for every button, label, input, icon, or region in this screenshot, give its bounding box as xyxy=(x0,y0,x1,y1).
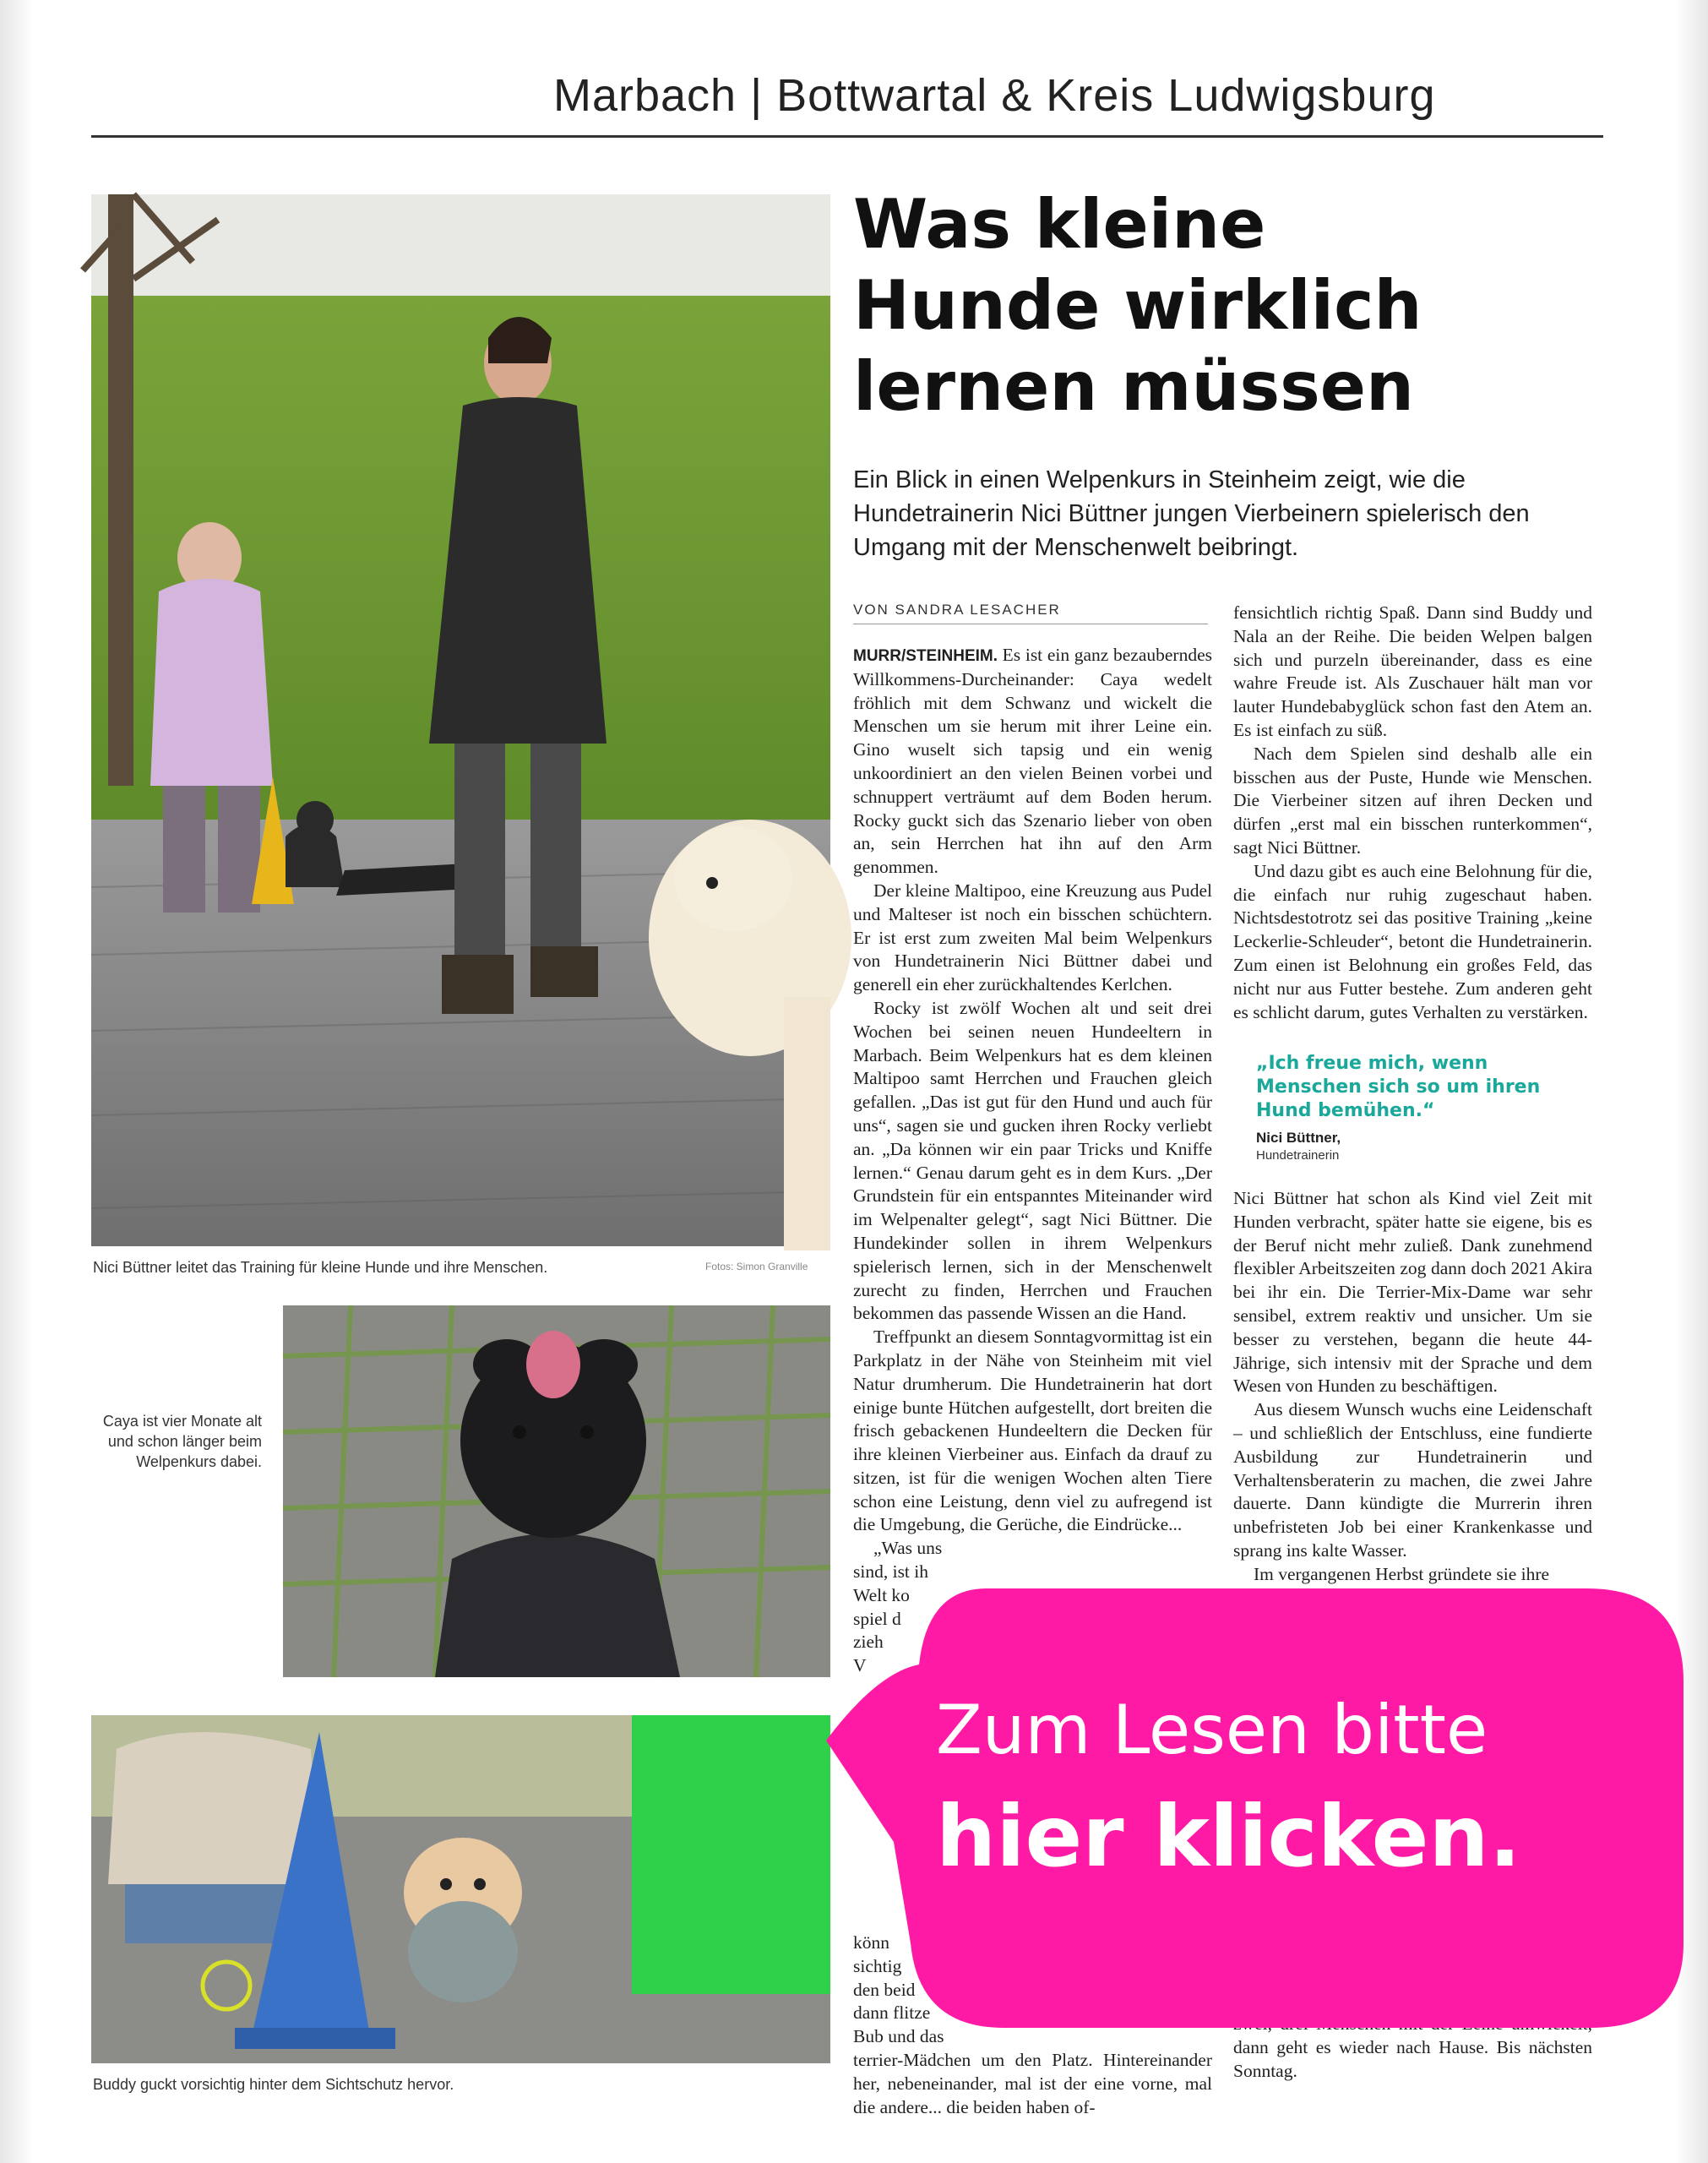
section-header: Marbach | Bottwartal & Kreis Ludwigsburg xyxy=(553,70,1436,121)
photo-trainer-with-dogs xyxy=(91,194,830,1246)
cta-line-1: Zum Lesen bitte xyxy=(936,1691,1488,1769)
pull-quote-text: „Ich freue mich, wenn Menschen sich so um ihren Hund bemühen.“ xyxy=(1256,1053,1541,1121)
paragraph: Nach dem Spielen sind deshalb alle ein bisschen aus der Puste, Hunde wie Menschen. Die Vierbeiner sitzen auf ihren Decken und dürfen „erst mal ein bisschen runterkommen“, sagt Nici Büttner. xyxy=(1233,743,1592,858)
paragraph: sichtig xyxy=(853,1955,902,1976)
photo-dog-buddy xyxy=(91,1715,830,2063)
caption-photo-2: Caya ist vier Monate alt und schon länger beim Welpenkurs dabei. xyxy=(102,1413,262,1470)
pull-quote-author: Nici Büttner, xyxy=(1256,1130,1341,1146)
paragraph: sind, ist ih xyxy=(853,1561,929,1583)
header-rule xyxy=(91,135,1603,138)
article-column-2-middle xyxy=(1233,1187,1592,1593)
paragraph: „Was uns xyxy=(873,1538,943,1559)
read-more-button[interactable] xyxy=(826,1588,1684,2028)
paragraph: spiel d xyxy=(853,1608,901,1629)
paragraph: Treffpunkt an diesem Sonntagvormittag ist ein Parkplatz in der Nähe von Steinheim mit viel Natur drumherum. Die Hundetrainerin hat dort einige bunte Hütchen aufgestellt, dort breiten die frisch gebackenen Hundeeltern die Decken für ihre kleinen Vierbeiner aus. Einfach da drauf zu sitzen, ist für die wenigen Wochen alten Tiere schon eine Leistung, denn viel zu aufregend ist die Umgebung, die Gerüche, die Eindrücke... xyxy=(853,1327,1212,1535)
paragraph: dann geht es wieder nach Hause. Bis nächsten Sonntag. xyxy=(1233,2036,1592,2081)
paragraph: Der kleine Maltipoo, eine Kreuzung aus Pudel und Malteser ist noch ein bisschen schüchtern. Er ist erst zum zweiten Mal beim Welpenkurs von Hundetrainerin Nici Büttner dabei und generell ein eher zurückhaltendes Kerlchen. xyxy=(853,880,1212,995)
paragraph: Welt ko xyxy=(853,1584,910,1605)
article-teaser: Ein Blick in einen Welpenkurs in Steinheim zeigt, wie die Hundetrainerin Nici Büttner jungen Vierbeinern spielerisch den Umgang mit der Menschenwelt beibringt. xyxy=(853,466,1530,561)
page-edge-left xyxy=(0,0,34,2163)
caption-photo-3: Buddy guckt vorsichtig hinter dem Sichtschutz hervor. xyxy=(93,2076,454,2093)
caption-photo-1: Nici Büttner leitet das Training für kleine Hunde und ihre Menschen. xyxy=(93,1259,548,1276)
paragraph: könn xyxy=(853,1932,889,1953)
photo-dog-caya xyxy=(283,1305,830,1677)
paragraph: Nici Büttner hat schon als Kind viel Zeit mit Hunden verbracht, später hatte sie eigene, bis es der Beruf nicht mehr zuließ. Dank zunehmend flexibler Arbeitszeiten zog dann doch 2021 Akira bei ihr ein. Die Terrier-Mix-Dame war sehr sensibel, extrem reaktiv und unsicher. Um sie besser zu verstehen, begann die heute 44-Jährige, sich intensiv mit der Sprache und dem Wesen von Hunden zu beschäftigen. xyxy=(1233,1188,1592,1397)
paragraph: V xyxy=(853,1655,867,1676)
cta-line-2: hier klicken. xyxy=(936,1787,1521,1886)
paragraph: den beid xyxy=(853,1979,916,2000)
paragraph: MURR/STEINHEIM. Es ist ein ganz bezauberndes Willkommens-Durcheinander: Caya wedelt fröhlich mit dem Schwanz und wickelt die Menschen um sie herum mit ihrer Leine ein. Gino wuselt sich tapsig und ein wenig unkoordiniert an den vielen Beinen vorbei und schnuppert verträumt auf dem Boden herum. Rocky guckt sich das Szenario lieber von oben an, sein Herrchen hat ihn auf den Arm genommen. xyxy=(853,645,1213,878)
article-headline: Was kleine Hunde wirklich lernen müssen xyxy=(853,185,1422,426)
paragraph: Bub und das xyxy=(853,2026,944,2047)
paragraph: Rocky ist zwölf Wochen alt und seit drei Wochen bei seinen neuen Hundeeltern in Marbach. Beim Welpenkurs hat es dem kleinen Maltipoo samt Herrchen und Frauchen gleich gefallen. „Das ist gut für den Hund und auch für uns“, sagen sie und gucken ihren Rocky verliebt an. „Da können wir ein paar Tricks und Kniffe lernen.“ Genau darum geht es in dem Kurs. „Der Grundstein für ein entspanntes Miteinander wird im Welpenalter gelegt“, sagt Nici Büttner. Die Hundekinder sollen in ihrem Welpenkurs spielerisch lernen, sich in der Menschenwelt zurecht zu finden, Herrchen und Frauchen bekommen das passende Wissen an die Hand. xyxy=(853,997,1212,1324)
pull-quote-role: Hundetrainerin xyxy=(1256,1148,1340,1163)
paragraph: Aus diesem Wunsch wuchs eine Leidenschaft – und schließlich der Entschluss, eine fundierte Ausbildung zur Hundetrainerin und Verhaltensberaterin zu machen, die zwei Jahre dauerte. Dann kündigte die Murrerin ihren unbefristeten Job bei einer Krankenkasse und sprang ins kalte Wasser. xyxy=(1233,1399,1592,1561)
pull-quote xyxy=(1256,1052,1569,1163)
paragraph: fensichtlich richtig Spaß. Dann sind Buddy und Nala an der Reihe. Die beiden Welpen balgen sich und purzeln übereinander, dass es eine wahre Freude ist. Als Zuschauer hält man vor lauter Hundebabyglück schon fast den Atem an. Es ist einfach zu süß. xyxy=(1233,602,1592,740)
dateline: MURR/STEINHEIM. xyxy=(853,647,998,665)
photo-credit: Fotos: Simon Granville xyxy=(705,1261,808,1272)
article-byline: VON SANDRA LESACHER xyxy=(853,602,1208,624)
paragraph: dann flitze xyxy=(853,2002,931,2024)
paragraph: zieh xyxy=(853,1632,884,1653)
paragraph: Und dazu gibt es auch eine Belohnung für die, die einfach nur ruhig zugeschaut haben. Nichtsdestotrotz sei das positive Training „keine Leckerlie-Schleuder“, betont die Hundetrainerin. Zum einen ist Belohnung ein großes Feld, das nicht nur aus Futter bestehe. Zum anderen geht es schlicht darum, gutes Verhalten zu verstärken. xyxy=(1233,860,1592,1022)
article-column-2-top xyxy=(1233,602,1592,1024)
paragraph: Im vergangenen Herbst gründete sie ihre xyxy=(1254,1563,1550,1584)
paragraph: terrier-Mädchen um den Platz. Hintereinander her, nebeneinander, mal ist der eine vorne, mal die andere... die beiden haben of- xyxy=(853,2050,1212,2117)
